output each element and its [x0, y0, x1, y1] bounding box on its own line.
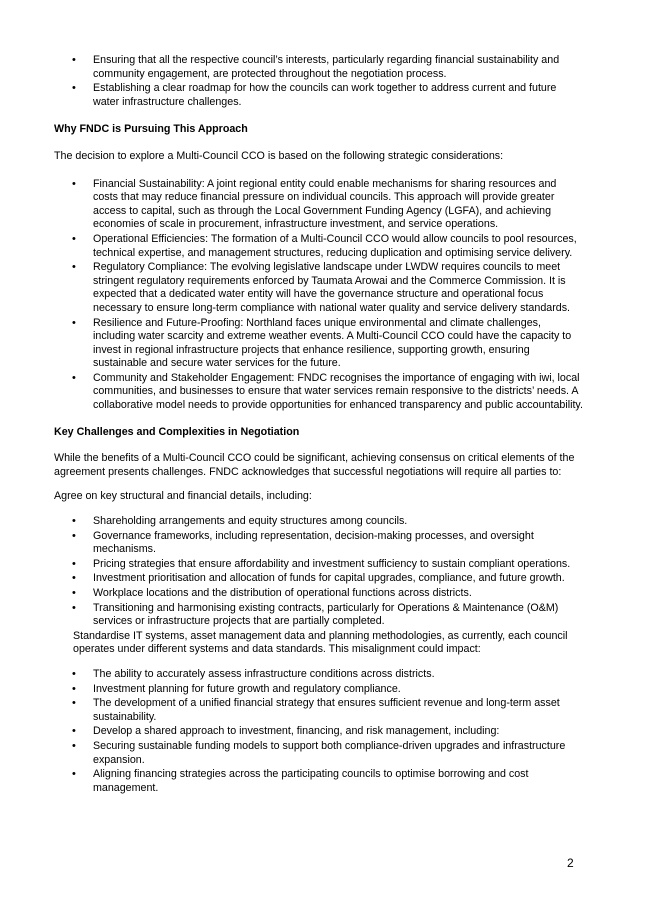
- list-item: • Workplace locations and the distribution of operational functions across districts.: [54, 587, 584, 601]
- list-item: • Operational Efficiencies: The formation of a Multi-Council CCO would allow councils to pool resources, technical expertise, and management structures, reducing duplication and optimising service delivery.: [54, 233, 584, 260]
- list-item: • Aligning financing strategies across the participating councils to optimise borrowing and cost management.: [54, 768, 584, 795]
- list-item: • Pricing strategies that ensure affordability and investment sufficiency to sustain compliant operations.: [54, 558, 584, 572]
- list-item: • The development of a unified financial strategy that ensures sufficient revenue and long-term asset sustainability.: [54, 697, 584, 724]
- list-item: • Investment planning for future growth and regulatory compliance.: [54, 683, 584, 697]
- intro-bullet-list: [54, 54, 584, 109]
- list-item: • Develop a shared approach to investment, financing, and risk management, including:: [54, 725, 584, 739]
- structural-details-list: [54, 515, 584, 629]
- list-item: • Transitioning and harmonising existing contracts, particularly for Operations & Maintenance (O&M) services or infrastructure projects that are partially completed.: [54, 602, 584, 629]
- impact-list: [54, 668, 584, 795]
- paragraph: Standardise IT systems, asset management data and planning methodologies, as currently, each council operates under different systems and data standards. This misalignment could impact:: [73, 629, 568, 656]
- list-item: • Ensuring that all the respective council’s interests, particularly regarding financial sustainability and community engagement, are protected throughout the negotiation process.: [54, 54, 584, 81]
- list-item: • Investment prioritisation and allocation of funds for capital upgrades, compliance, and future growth.: [54, 572, 584, 586]
- section-heading: Why FNDC is Pursuing This Approach: [54, 123, 248, 136]
- paragraph: The decision to explore a Multi-Council CCO is based on the following strategic considerations:: [54, 149, 504, 162]
- list-item: • Regulatory Compliance: The evolving legislative landscape under LWDW requires councils to meet stringent regulatory requirements enforced by Taumata Arowai and the Commerce Commission. It is expected that a dedicated water entity will have the governance structure and operational focus necessary to ensure long-term compliance with national water quality and service delivery standards.: [54, 261, 584, 315]
- list-item: • Securing sustainable funding models to support both compliance-driven upgrades and infrastructure expansion.: [54, 740, 584, 767]
- paragraph: While the benefits of a Multi-Council CCO could be significant, achieving consensus on critical elements of the agreement presents challenges. FNDC acknowledges that successful negotiations will require all parties to:: [54, 452, 575, 478]
- list-item: • Shareholding arrangements and equity structures among councils.: [54, 515, 584, 529]
- section-heading: Key Challenges and Complexities in Negotiation: [54, 425, 300, 438]
- page-number: 2: [567, 856, 574, 870]
- list-item: • Community and Stakeholder Engagement: FNDC recognises the importance of engaging with iwi, local communities, and businesses to ensure that water services remain responsive to the districts’ needs. A collaborative model needs to provide opportunities for enhanced transparency and public accountability.: [54, 372, 584, 413]
- list-item: • Establishing a clear roadmap for how the councils can work together to address current and future water infrastructure challenges.: [54, 82, 584, 109]
- list-item: • Financial Sustainability: A joint regional entity could enable mechanisms for sharing resources and costs that may reduce financial pressure on individual councils. This approach will provide greater access to capital, such as through the Local Government Funding Agency (LGFA), and achieving economies of scale in procurement, infrastructure investment, and service operations.: [54, 178, 584, 232]
- list-item: • Resilience and Future-Proofing: Northland faces unique environmental and climate challenges, including water scarcity and extreme weather events. A Multi-Council CCO could have the capacity to invest in regional infrastructure projects that enhance resilience, supporting growth, ensuring sustainable and secure water services for the future.: [54, 317, 584, 371]
- page-content: [54, 54, 584, 796]
- list-item: • Governance frameworks, including representation, decision-making processes, and oversight mechanisms.: [54, 530, 584, 557]
- list-item: • The ability to accurately assess infrastructure conditions across districts.: [54, 668, 584, 682]
- paragraph: Agree on key structural and financial details, including:: [54, 490, 312, 503]
- considerations-list: [54, 178, 584, 413]
